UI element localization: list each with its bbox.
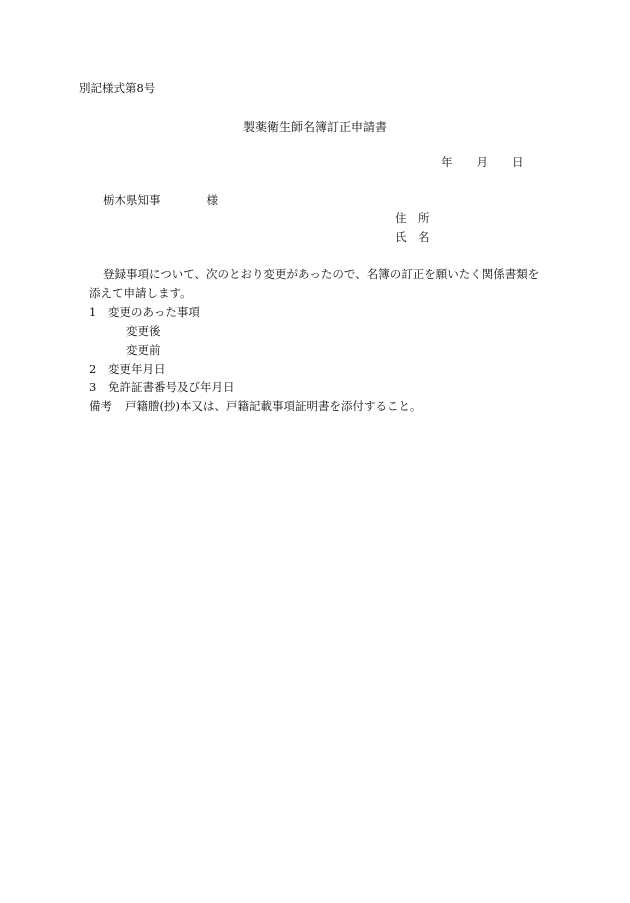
form-number: 別記様式第8号	[79, 81, 156, 95]
applicant-name-label: 氏 名	[395, 230, 430, 244]
addressee-name: 栃木県知事	[103, 193, 161, 207]
date-line	[441, 155, 524, 169]
addressee-honorific: 様	[206, 193, 218, 207]
list-item	[89, 305, 200, 319]
list-item	[89, 362, 166, 376]
document-title: 製薬衛生師名簿訂正申請書	[242, 120, 387, 134]
item-text: 免許証書番号及び年月日	[108, 380, 235, 394]
applicant-address-label: 住 所	[395, 211, 430, 225]
remarks-text: 戸籍謄(抄)本又は、戸籍記載事項証明書を添付すること。	[125, 399, 422, 413]
remarks-label: 備考	[89, 399, 112, 413]
item-number: 2	[89, 362, 97, 376]
date-month-label: 月	[476, 155, 488, 169]
item-number: 3	[89, 380, 97, 394]
list-item	[89, 380, 235, 394]
date-day-label: 日	[512, 155, 524, 169]
sub-item-after-change: 変更後	[126, 324, 161, 338]
sub-item-before-change: 変更前	[126, 343, 161, 357]
body-text-line-2: 添えて申請します。	[89, 286, 192, 300]
item-text: 変更年月日	[108, 362, 166, 376]
item-text: 変更のあった事項	[108, 305, 200, 319]
addressee	[103, 193, 218, 207]
item-number: 1	[89, 305, 97, 319]
date-year-label: 年	[441, 155, 453, 169]
remarks	[89, 399, 421, 413]
body-text-line-1: 登録事項について、次のとおり変更があったので、名簿の訂正を願いたく関係書類を	[103, 267, 540, 281]
